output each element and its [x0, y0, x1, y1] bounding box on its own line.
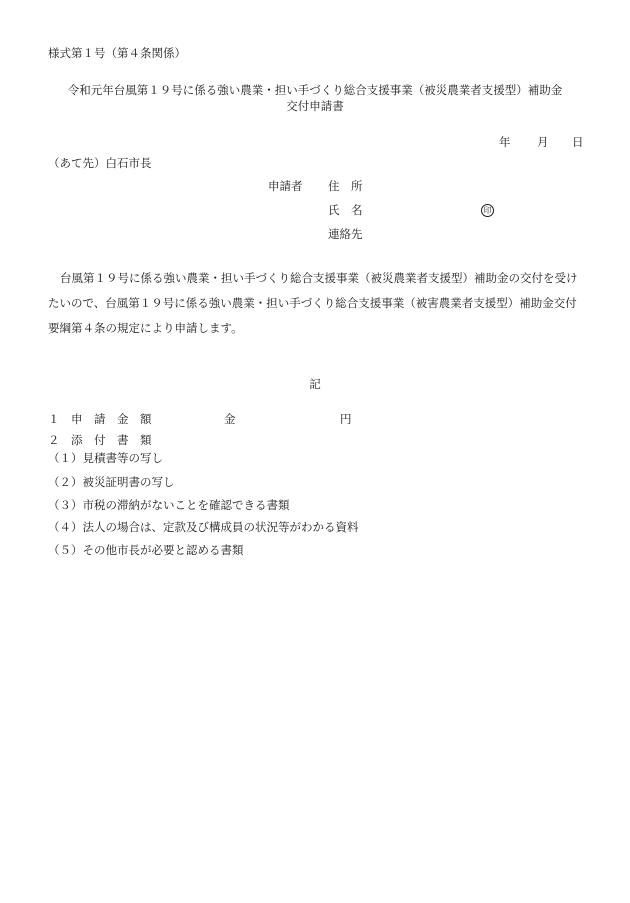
- body-paragraph: 台風第１９号に係る強い農業・担い手づくり総合支援事業（被災農業者支援型）補助金の交付を受けたいので、台風第１９号に係る強い農業・担い手づくり総合支援事業（被害農業者支援型）補助金交付要綱第４条の規定により申請します。: [48, 271, 578, 335]
- form-label: 様式第１号（第４条関係）: [48, 46, 186, 60]
- seal-icon: 印: [481, 204, 494, 217]
- attachment-item: （１）見積書等の写し: [48, 451, 163, 465]
- item1-kin: 金: [224, 412, 236, 426]
- attachment-item: （４）法人の場合は、定款及び構成員の状況等がわかる資料: [48, 520, 359, 534]
- item1-yen: 円: [340, 412, 352, 426]
- date-day: 日: [572, 135, 584, 149]
- ki-heading: 記: [309, 377, 321, 391]
- seal-mark: [481, 204, 494, 217]
- applicant-label: 申請者: [268, 179, 303, 193]
- attachment-item: （３）市税の滞納がないことを確認できる書類: [48, 498, 290, 512]
- item2-label: ２ 添 付 書 類: [48, 433, 152, 447]
- name-label: 氏 名: [328, 203, 363, 217]
- document-title-line2: 交付申請書: [286, 99, 344, 113]
- attachment-item: （２）被災証明書の写し: [48, 475, 175, 489]
- address-label: 住 所: [328, 179, 363, 193]
- document-title-line1: 令和元年台風第１９号に係る強い農業・担い手づくり総合支援事業（被災農業者支援型）補助金: [67, 83, 563, 97]
- attachment-item: （５）その他市長が必要と認める書類: [48, 543, 244, 557]
- addressee: （あて先）白石市長: [48, 156, 152, 170]
- date-year: 年: [499, 135, 511, 149]
- date-month: 月: [537, 135, 549, 149]
- contact-label: 連絡先: [328, 227, 363, 241]
- item1-label: １ 申 請 金 額: [48, 412, 152, 426]
